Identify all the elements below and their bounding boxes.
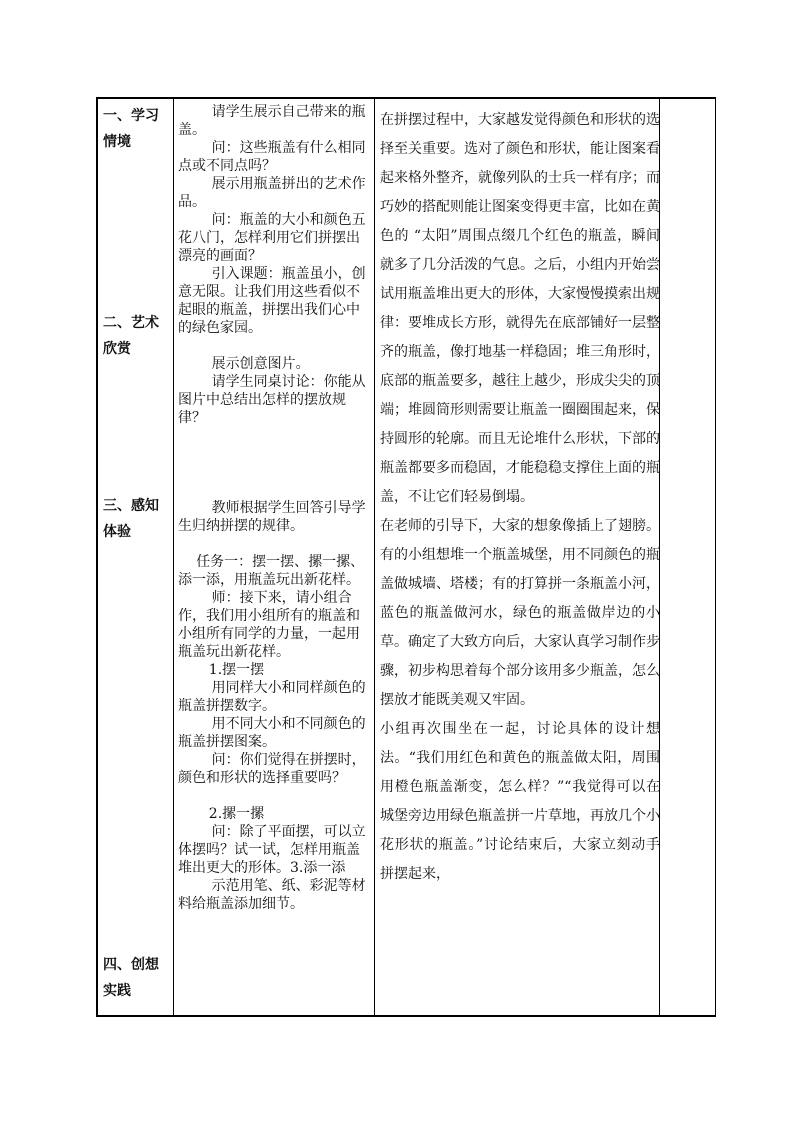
student-column <box>380 106 660 889</box>
column-divider <box>374 99 375 1015</box>
student-text: 在拼摆过程中，大家越发觉得颜色和形状的选择至关重要。选对了颜色和形状，能让图案看起来格外整齐，就像列队的士兵一样有序；而巧妙的搭配则能让图案变得更丰富，比如在黄色的 “太阳”周围点缀几个红色的瓶盖，瞬间就多了几分活泼的气息。之后，小组内开始尝试用瓶盖堆出更大的形体，大家慢慢摸索出规律：要堆成长方形，就得先在底部铺好一层整齐的瓶盖，像打地基一样稳固；堆三角形时，底部的瓶盖要多，越往上越少，形成尖尖的顶端；堆圆筒形则需要让瓶盖一圈圈围起来，保持圆形的轮廓。而且无论堆什么形状，下部的瓶盖都要多而稳固，才能稳稳支撑住上面的瓶盖，不让它们轻易倒塌。 <box>380 112 660 505</box>
teaching-text: 问：这些瓶盖有什么相同点或不同点吗？ <box>178 140 366 174</box>
teaching-text: 问：你们觉得在拼摆时，颜色和形状的选择重要吗？ <box>178 752 366 786</box>
teaching-text: 引入课题：瓶盖虽小，创意无限。让我们用这些看似不起眼的瓶盖，拼摆出我们心中的绿色家园。 <box>178 266 366 336</box>
teaching-text: 用不同大小和不同颜色的瓶盖拼摆图案。 <box>178 716 366 750</box>
teaching-text: 示范用笔、纸、彩泥等材料给瓶盖添加细节。 <box>178 878 366 912</box>
teaching-text: 问：除了平面摆，可以立体摆吗？试一试，怎样用瓶盖堆出更大的形体。3.添一添 <box>178 824 366 876</box>
stage-label: 三、感知 体验 <box>103 498 159 540</box>
teaching-text: 1.摆一摆 <box>208 662 265 678</box>
student-text: 在老师的引导下，大家的想象像插上了翅膀。有的小组想堆一个瓶盖城堡，用不同颜色的瓶盖做城墙、塔楼；有的打算拼一条瓶盖小河，蓝色的瓶盖做河水，绿色的瓶盖做岸边的小草。确定了大致方向后，大家认真学习制作步骤，初步构思着每个部分该用多少瓶盖，怎么摆放才能既美观又牢固。 <box>380 518 660 708</box>
stage-label: 一、学习 情境 <box>103 108 159 150</box>
teaching-text: 请学生同桌讨论：你能从图片中总结出怎样的摆放规律？ <box>178 374 366 426</box>
teaching-text: 问：瓶盖的大小和颜色五花八门，怎样利用它们拼摆出漂亮的画面？ <box>178 212 366 264</box>
column-divider <box>173 99 174 1015</box>
lesson-table <box>96 97 716 1017</box>
teaching-text: 用同样大小和同样颜色的瓶盖拼摆数字。 <box>178 680 366 714</box>
teaching-text: 请学生展示自己带来的瓶盖。 <box>178 104 366 138</box>
stage-label: 四、创想 实践 <box>103 957 159 999</box>
teaching-text: 展示创意图片。 <box>211 356 310 372</box>
teaching-text: 2.摞一摞 <box>208 806 265 822</box>
stage-label: 二、艺术 欣赏 <box>103 315 159 357</box>
teaching-text: 展示用瓶盖拼出的艺术作品。 <box>178 176 366 210</box>
teaching-text: 师：接下来，请小组合作，我们用小组所有的瓶盖和小组所有同学的力量，一起用瓶盖玩出新花样。 <box>178 590 360 660</box>
teaching-column <box>178 103 370 913</box>
student-text: 小组再次围坐在一起，讨论具体的设计想法。“我们用红色和黄色的瓶盖做太阳，周围用橙色瓶盖渐变，怎么样？”“我觉得可以在城堡旁边用绿色瓶盖拼一片草地，再放几个小花形状的瓶盖。”讨论结束后，大家立刻动手拼摆起来， <box>380 721 660 882</box>
teaching-text: 教师根据学生回答引导学生归纳拼摆的规律。 <box>178 500 366 534</box>
teaching-text: 任务一：摆一摆、摞一摞、添一添，用瓶盖玩出新花样。 <box>178 554 365 588</box>
